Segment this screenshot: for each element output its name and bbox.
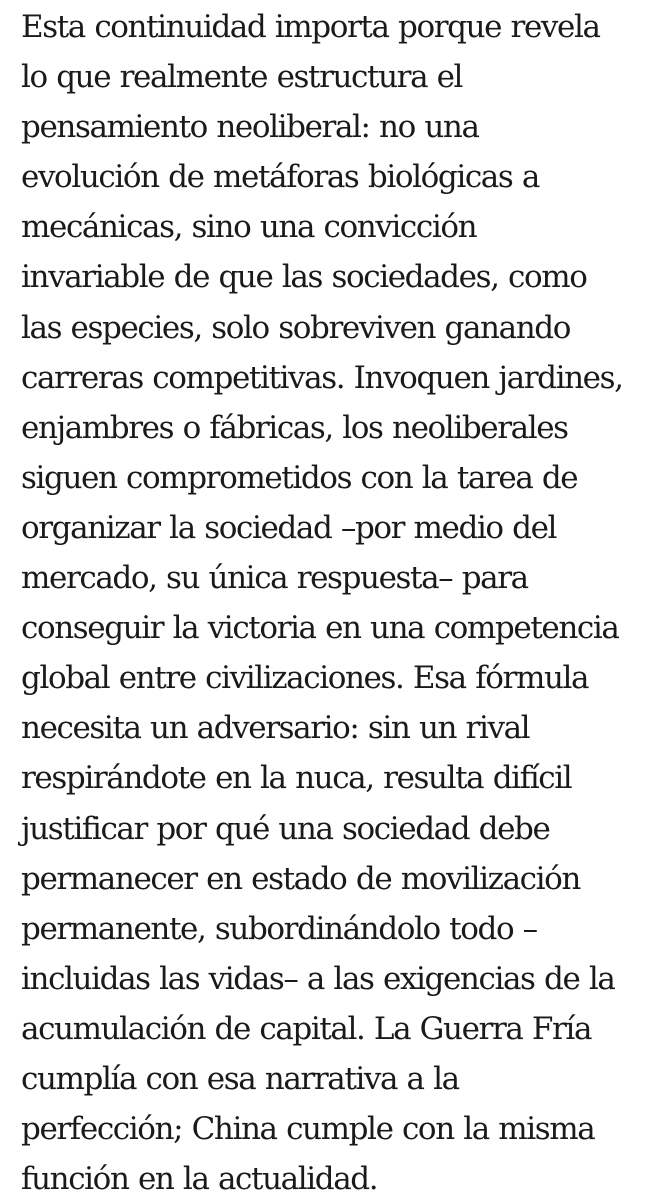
paragraph-line: organizar la sociedad –por medio del <box>21 509 557 546</box>
paragraph-line: pensamiento neoliberal: no una <box>21 109 479 146</box>
paragraph-line: acumulación de capital. La Guerra Fría <box>21 1010 592 1047</box>
paragraph-line: función en la actualidad. <box>21 1161 378 1198</box>
paragraph-line: enjambres o fábricas, los neoliberales <box>21 409 568 446</box>
paragraph-line: permanente, subordinándolo todo – <box>21 910 537 947</box>
article-paragraph <box>21 2 657 1204</box>
paragraph-line: evolución de metáforas biológicas a <box>21 159 539 196</box>
paragraph-line: carreras competitivas. Invoquen jardines, <box>21 359 623 396</box>
paragraph-line: Esta continuidad importa porque revela <box>21 9 600 45</box>
paragraph-line: justificar por qué una sociedad debe <box>21 810 550 847</box>
paragraph-line: permanecer en estado de movilización <box>21 860 580 897</box>
paragraph-line: incluidas las vidas– a las exigencias de la <box>21 960 615 997</box>
paragraph-line: necesita un adversario: sin un rival <box>21 710 530 747</box>
paragraph-line: cumplía con esa narrativa a la <box>21 1060 459 1097</box>
paragraph-line: invariable de que las sociedades, como <box>21 259 587 296</box>
paragraph-line: perfección; China cumple con la misma <box>21 1111 595 1148</box>
paragraph-line: global entre civilizaciones. Esa fórmula <box>21 660 589 697</box>
paragraph-line: las especies, solo sobreviven ganando <box>21 309 570 346</box>
paragraph-line: conseguir la victoria en una competencia <box>21 610 619 647</box>
paragraph-line: siguen comprometidos con la tarea de <box>21 459 578 496</box>
paragraph-line: mecánicas, sino una convicción <box>21 209 477 246</box>
paragraph-line: lo que realmente estructura el <box>21 59 463 96</box>
paragraph-line: respirándote en la nuca, resulta difícil <box>21 760 572 797</box>
paragraph-line: mercado, su única respuesta– para <box>21 560 528 597</box>
